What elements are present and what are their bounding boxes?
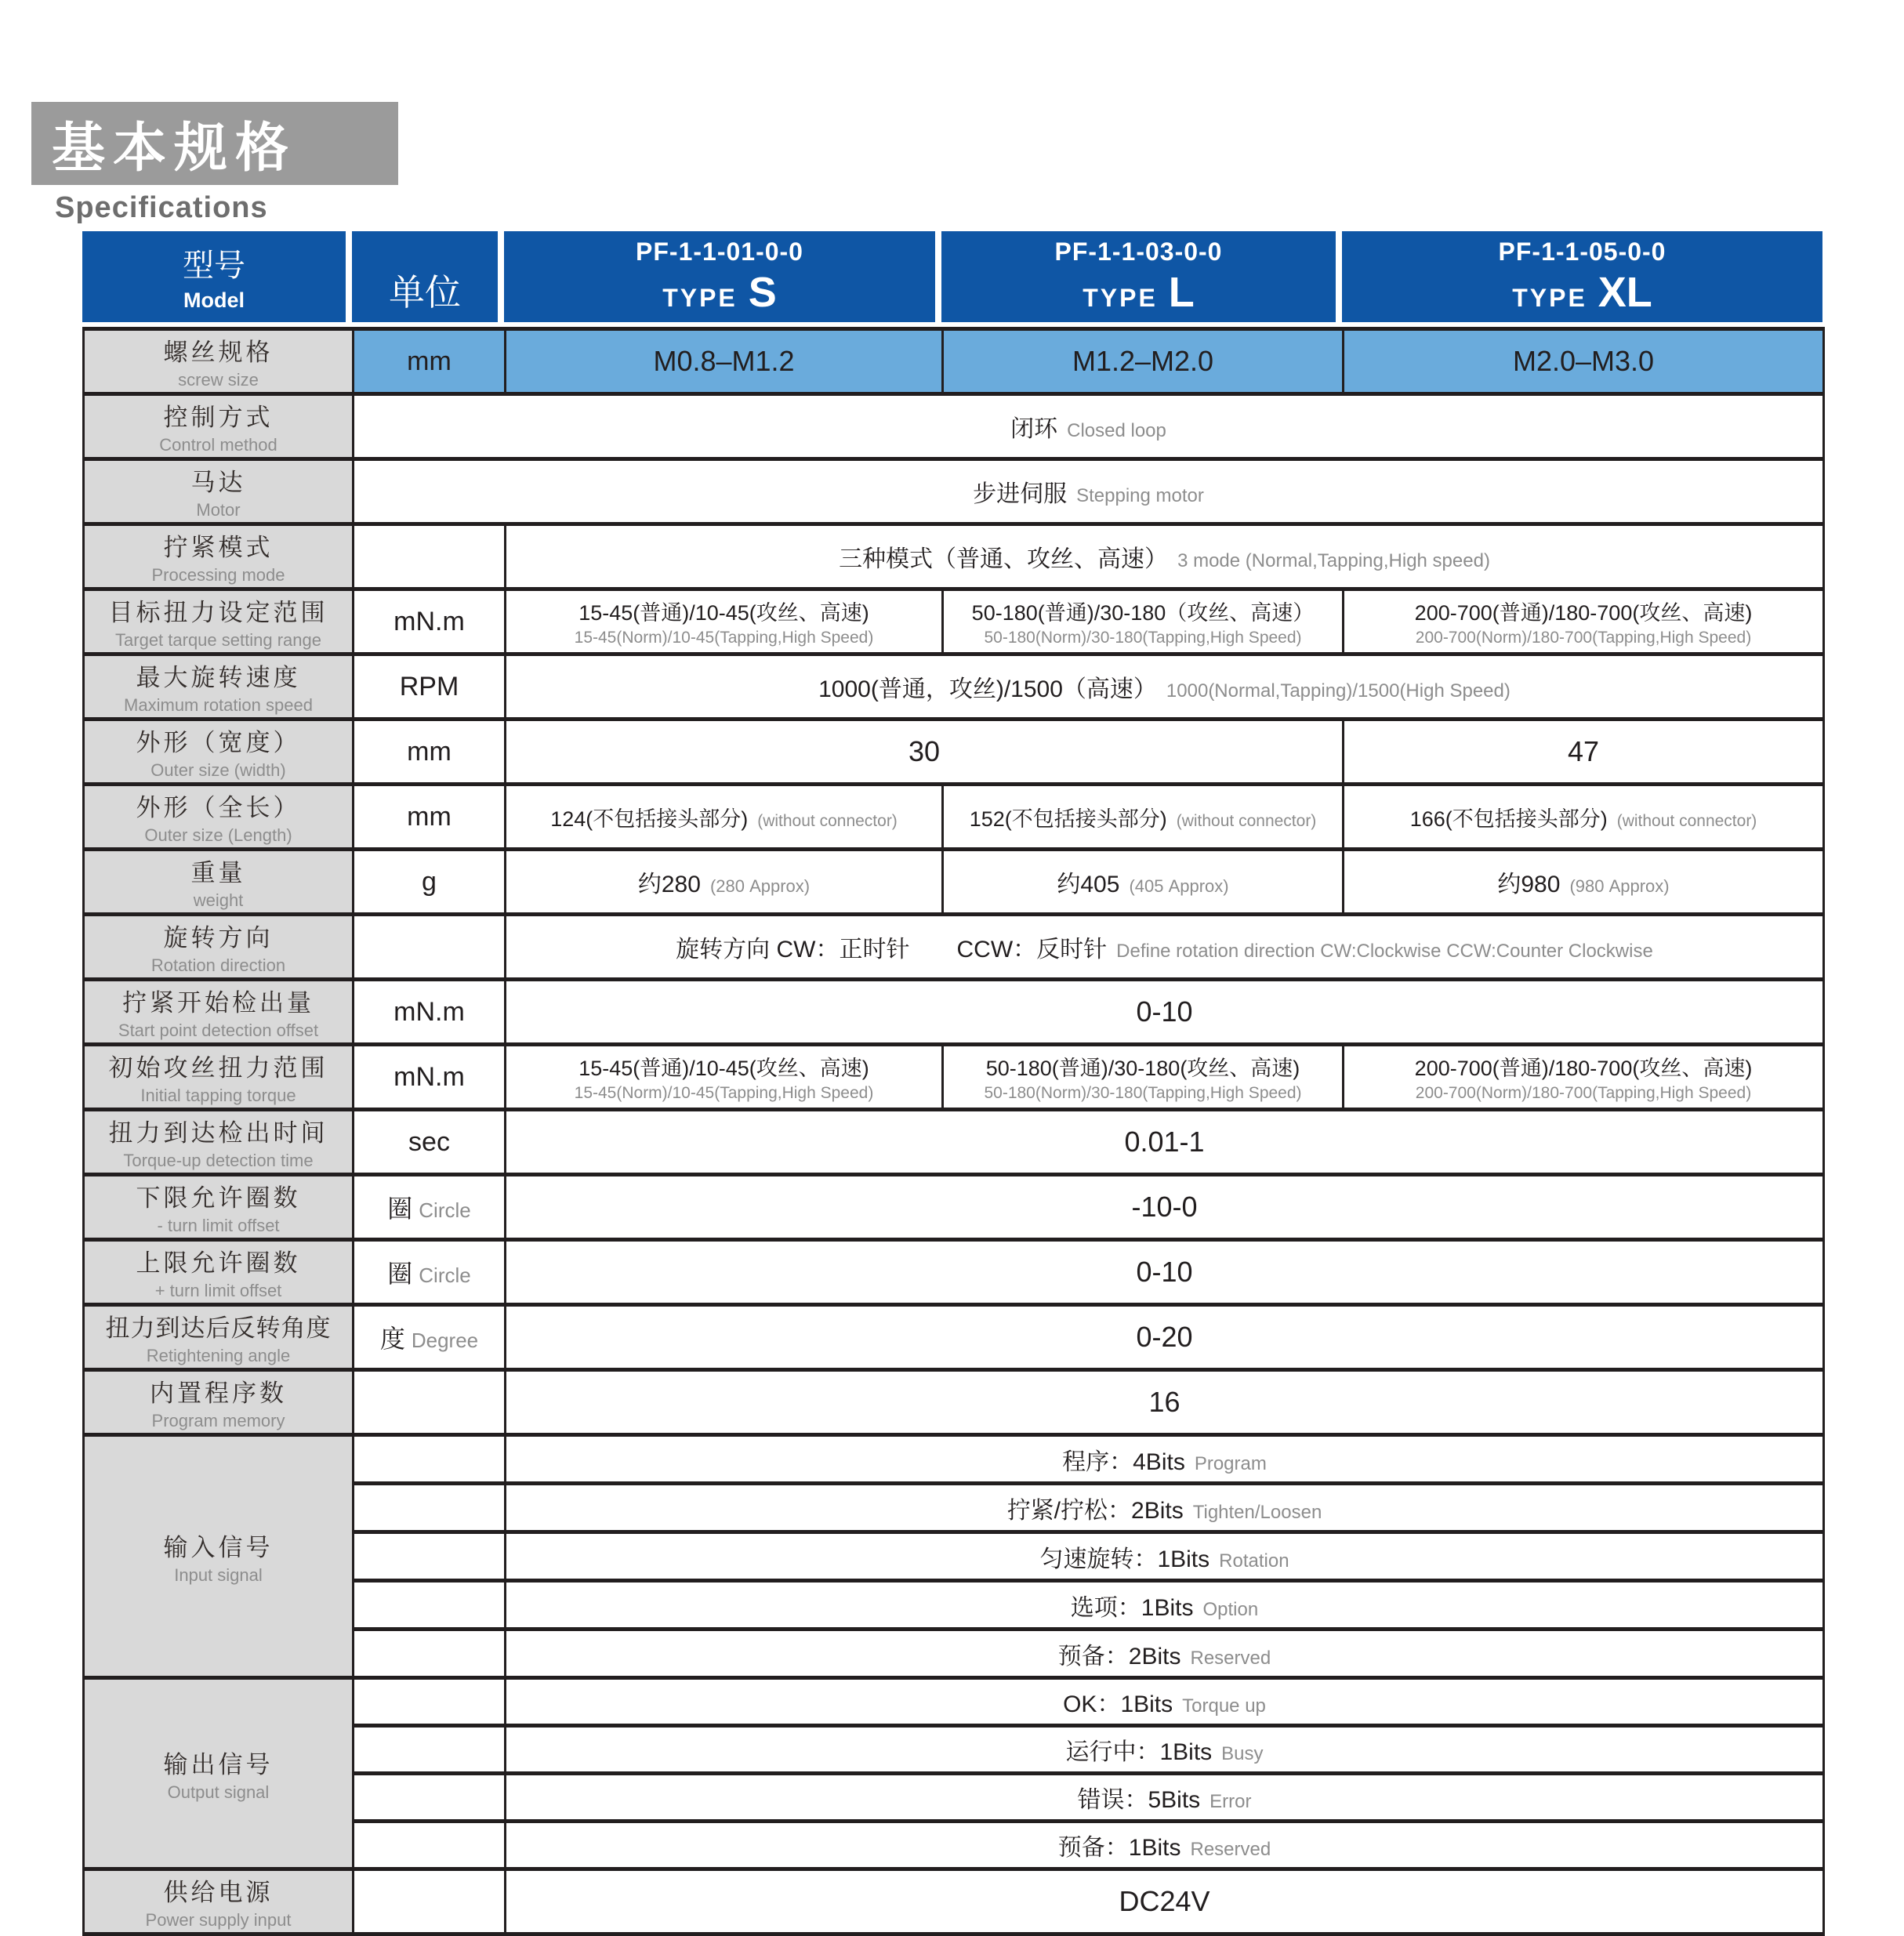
label-max-speed: 最大旋转速度 Maximum rotation speed xyxy=(84,654,354,720)
value-screw-size-xl: M2.0–M3.0 xyxy=(1344,329,1824,394)
row-max-speed xyxy=(84,654,1824,720)
value-initial-tapping-xl: 200-700(普通)/180-700(攻丝、高速) 200-700(Norm)/180-700(Tapping,High Speed) xyxy=(1344,1045,1824,1110)
row-weight xyxy=(84,850,1824,915)
type-prefix-l: TYPE xyxy=(1083,283,1158,312)
type-prefix-s: TYPE xyxy=(662,283,738,312)
value-input-signal-3: 匀速旋转：1Bits Rotation xyxy=(506,1532,1824,1581)
unit-program-memory xyxy=(354,1370,506,1435)
table-header-row xyxy=(82,231,1822,322)
label-rotation-direction: 旋转方向 Rotation direction xyxy=(84,915,354,980)
header-cell-type-xl xyxy=(1342,231,1822,322)
type-prefix-xl: TYPE xyxy=(1512,283,1587,312)
unit-initial-tapping: mN.m xyxy=(354,1045,506,1110)
value-screw-size-l: M1.2–M2.0 xyxy=(943,329,1344,394)
value-outer-length-s: 124(不包括接头部分) (without connector) xyxy=(506,785,943,850)
label-program-memory: 内置程序数 Program memory xyxy=(84,1370,354,1435)
row-lower-turn-limit xyxy=(84,1175,1824,1240)
value-max-speed: 1000(普通，攻丝)/1500（高速） 1000(Normal,Tapping)/1500(High Speed) xyxy=(506,654,1824,720)
model-code-l: PF-1-1-03-0-0 xyxy=(1054,237,1223,266)
value-power-supply: DC24V xyxy=(506,1869,1824,1934)
header-cell-type-s xyxy=(504,231,941,322)
value-control-method: 闭环 Closed loop xyxy=(354,394,1824,459)
unit-outer-width: mm xyxy=(354,720,506,785)
page-subtitle: Specifications xyxy=(55,191,268,224)
unit-processing-mode xyxy=(354,524,506,589)
label-output-signal: 输出信号 Output signal xyxy=(84,1678,354,1869)
unit-start-point-offset: mN.m xyxy=(354,980,506,1045)
row-torque-up-time xyxy=(84,1110,1824,1175)
label-start-point-offset: 拧紧开始检出量 Start point detection offset xyxy=(84,980,354,1045)
type-letter-xl: XL xyxy=(1598,268,1652,316)
value-lower-turn-limit: -10-0 xyxy=(506,1175,1824,1240)
label-weight: 重量 weight xyxy=(84,850,354,915)
unit-rotation-direction xyxy=(354,915,506,980)
value-outer-width-s-l: 30 xyxy=(506,720,1344,785)
value-retightening-angle: 0-20 xyxy=(506,1305,1824,1370)
page-title: 基本规格 xyxy=(52,118,297,178)
label-target-torque: 目标扭力设定范围 Target tarque setting range xyxy=(84,589,354,654)
row-retightening-angle xyxy=(84,1305,1824,1370)
row-screw-size xyxy=(84,329,1824,394)
value-target-torque-l: 50-180(普通)/30-180（攻丝、高速） 50-180(Norm)/30-180(Tapping,High Speed) xyxy=(943,589,1344,654)
unit-input-signal-1 xyxy=(354,1435,506,1484)
unit-upper-turn-limit: 圈 Circle xyxy=(354,1240,506,1305)
value-output-signal-4: 预备：1Bits Reserved xyxy=(506,1822,1824,1869)
unit-output-signal-3 xyxy=(354,1774,506,1822)
row-outer-width xyxy=(84,720,1824,785)
row-initial-tapping xyxy=(84,1045,1824,1110)
value-weight-l: 约405 (405 Approx) xyxy=(943,850,1344,915)
label-input-signal: 输入信号 Input signal xyxy=(84,1435,354,1678)
row-power-supply xyxy=(84,1869,1824,1934)
label-motor: 马达 Motor xyxy=(84,459,354,524)
label-control-method: 控制方式 Control method xyxy=(84,394,354,459)
row-control-method xyxy=(84,394,1824,459)
label-processing-mode: 拧紧模式 Processing mode xyxy=(84,524,354,589)
label-outer-length: 外形（全长） Outer size (Length) xyxy=(84,785,354,850)
unit-input-signal-3 xyxy=(354,1532,506,1581)
unit-max-speed: RPM xyxy=(354,654,506,720)
value-outer-length-xl: 166(不包括接头部分) (without connector) xyxy=(1344,785,1824,850)
value-weight-xl: 约980 (980 Approx) xyxy=(1344,850,1824,915)
value-rotation-direction: 旋转方向 CW：正时针 CCW：反时针 Define rotation direction CW:Clockwise CCW:Counter Clockwise xyxy=(506,915,1824,980)
model-code-xl: PF-1-1-05-0-0 xyxy=(1498,237,1666,266)
header-cell-model xyxy=(82,231,352,322)
unit-input-signal-2 xyxy=(354,1484,506,1532)
unit-power-supply xyxy=(354,1869,506,1934)
value-screw-size-s: M0.8–M1.2 xyxy=(506,329,943,394)
value-outer-width-xl: 47 xyxy=(1344,720,1824,785)
value-program-memory: 16 xyxy=(506,1370,1824,1435)
value-input-signal-1: 程序：4Bits Program xyxy=(506,1435,1824,1484)
value-initial-tapping-l: 50-180(普通)/30-180(攻丝、高速) 50-180(Norm)/30-180(Tapping,High Speed) xyxy=(943,1045,1344,1110)
row-upper-turn-limit xyxy=(84,1240,1824,1305)
value-outer-length-l: 152(不包括接头部分) (without connector) xyxy=(943,785,1344,850)
label-retightening-angle: 扭力到达后反转角度 Retightening angle xyxy=(84,1305,354,1370)
value-initial-tapping-s: 15-45(普通)/10-45(攻丝、高速) 15-45(Norm)/10-45(Tapping,High Speed) xyxy=(506,1045,943,1110)
unit-output-signal-2 xyxy=(354,1726,506,1774)
label-power-supply: 供给电源 Power supply input xyxy=(84,1869,354,1934)
unit-torque-up-time: sec xyxy=(354,1110,506,1175)
value-weight-s: 约280 (280 Approx) xyxy=(506,850,943,915)
label-upper-turn-limit: 上限允许圈数 + turn limit offset xyxy=(84,1240,354,1305)
row-rotation-direction xyxy=(84,915,1824,980)
value-target-torque-xl: 200-700(普通)/180-700(攻丝、高速) 200-700(Norm)/180-700(Tapping,High Speed) xyxy=(1344,589,1824,654)
row-motor xyxy=(84,459,1824,524)
unit-lower-turn-limit: 圈 Circle xyxy=(354,1175,506,1240)
type-letter-s: S xyxy=(748,268,777,316)
header-cell-unit xyxy=(352,231,504,322)
row-processing-mode xyxy=(84,524,1824,589)
value-target-torque-s: 15-45(普通)/10-45(攻丝、高速) 15-45(Norm)/10-45(Tapping,High Speed) xyxy=(506,589,943,654)
unit-outer-length: mm xyxy=(354,785,506,850)
unit-retightening-angle: 度 Degree xyxy=(354,1305,506,1370)
spec-table xyxy=(82,327,1825,1936)
value-processing-mode: 三种模式（普通、攻丝、高速） 3 mode (Normal,Tapping,High speed) xyxy=(506,524,1824,589)
header-unit-label: 单位 xyxy=(389,272,461,313)
row-output-signal-1 xyxy=(84,1678,1824,1726)
unit-output-signal-1 xyxy=(354,1678,506,1726)
row-program-memory xyxy=(84,1370,1824,1435)
unit-screw-size: mm xyxy=(354,329,506,394)
row-start-point-offset xyxy=(84,980,1824,1045)
label-lower-turn-limit: 下限允许圈数 - turn limit offset xyxy=(84,1175,354,1240)
header-cell-type-l xyxy=(941,231,1342,322)
value-output-signal-2: 运行中：1Bits Busy xyxy=(506,1726,1824,1774)
type-letter-l: L xyxy=(1168,268,1195,316)
unit-input-signal-5 xyxy=(354,1630,506,1678)
page-title-block xyxy=(31,102,398,185)
value-upper-turn-limit: 0-10 xyxy=(506,1240,1824,1305)
model-code-s: PF-1-1-01-0-0 xyxy=(636,237,803,266)
value-input-signal-4: 选项：1Bits Option xyxy=(506,1581,1824,1630)
header-model-en: Model xyxy=(183,288,245,312)
value-output-signal-3: 错误：5Bits Error xyxy=(506,1774,1824,1822)
label-torque-up-time: 扭力到达检出时间 Torque-up detection time xyxy=(84,1110,354,1175)
unit-weight: g xyxy=(354,850,506,915)
label-screw-size: 螺丝规格 screw size xyxy=(84,329,354,394)
row-input-signal-1 xyxy=(84,1435,1824,1484)
unit-output-signal-4 xyxy=(354,1822,506,1869)
unit-input-signal-4 xyxy=(354,1581,506,1630)
value-motor: 步进伺服 Stepping motor xyxy=(354,459,1824,524)
row-target-torque xyxy=(84,589,1824,654)
value-torque-up-time: 0.01-1 xyxy=(506,1110,1824,1175)
value-output-signal-1: OK：1Bits Torque up xyxy=(506,1678,1824,1726)
header-model-cn: 型号 xyxy=(183,248,245,283)
unit-target-torque: mN.m xyxy=(354,589,506,654)
label-outer-width: 外形（宽度） Outer size (width) xyxy=(84,720,354,785)
value-start-point-offset: 0-10 xyxy=(506,980,1824,1045)
value-input-signal-2: 拧紧/拧松：2Bits Tighten/Loosen xyxy=(506,1484,1824,1532)
value-input-signal-5: 预备：2Bits Reserved xyxy=(506,1630,1824,1678)
row-outer-length xyxy=(84,785,1824,850)
label-initial-tapping: 初始攻丝扭力范围 Initial tapping torque xyxy=(84,1045,354,1110)
